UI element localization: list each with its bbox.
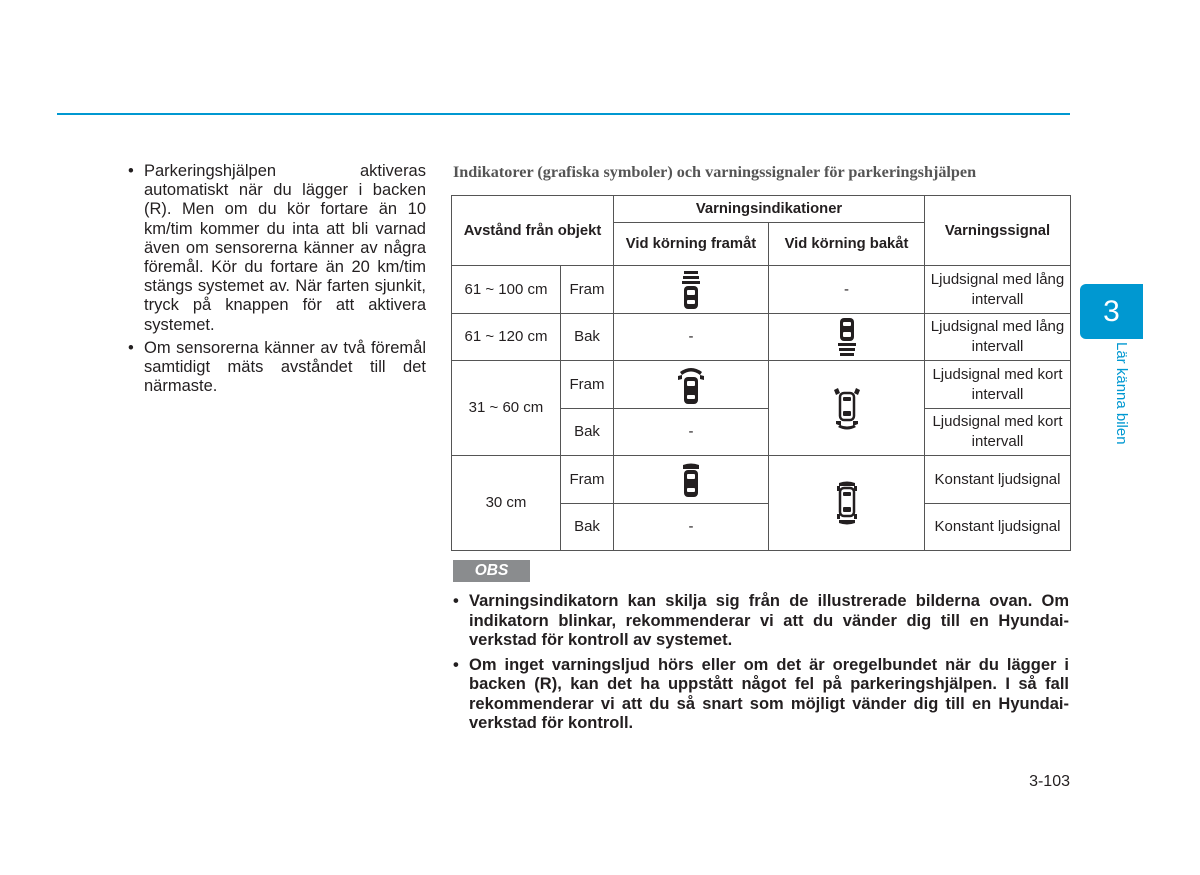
direction-cell: Fram (561, 266, 614, 314)
header-reverse: Vid körning bakåt (769, 223, 925, 266)
car-all-close-warning-icon (835, 480, 859, 526)
forward-cell: - (614, 409, 769, 456)
forward-cell (614, 456, 769, 504)
reverse-cell: - (769, 266, 925, 314)
table-row (452, 456, 1071, 504)
signal-cell: Ljudsignal med kort intervall (925, 361, 1071, 409)
header-signal: Varningssignal (925, 196, 1071, 266)
page-number: 3-103 (1029, 773, 1070, 790)
forward-cell: - (614, 504, 769, 551)
list-item (453, 592, 1069, 651)
bullet-icon: • (453, 655, 459, 674)
forward-cell (614, 266, 769, 314)
note-text: Varningsindikatorn kan skilja sig från de illustrerade bilderna ovan. Om indikatorn blinkar, rekommenderar vi att du vänder dig till en Hyundai-verkstad för kontroll av systemet. (469, 592, 1069, 649)
bullet-text: Parkeringshjälpen aktiveras automatiskt när du lägger i backen (R). Men om du kör fortare än 10 km/tim kommer du inta att bli varnad även om sensorerna känner av några föremål. Kör du fortare än 20 km/tim stängs systemet av. När farten sjunkit, tryck på knappen för att aktivera systemet. (144, 162, 426, 334)
car-front-warning-icon (681, 270, 701, 310)
car-front-close-warning-icon (679, 462, 703, 498)
indicator-table (451, 195, 1071, 551)
table-row (452, 266, 1071, 314)
distance-cell: 61 ~ 100 cm (452, 266, 561, 314)
list-item (453, 656, 1069, 734)
header-rule (57, 113, 1070, 115)
forward-cell: - (614, 314, 769, 361)
chapter-tab: 3 (1080, 284, 1143, 339)
car-rear-corners-warning-icon (832, 385, 862, 431)
bullet-icon: • (453, 592, 459, 610)
direction-cell: Bak (561, 504, 614, 551)
direction-cell: Bak (561, 409, 614, 456)
distance-cell: 61 ~ 120 cm (452, 314, 561, 361)
list-item (126, 339, 426, 397)
car-rear-warning-icon (837, 317, 857, 357)
direction-cell: Bak (561, 314, 614, 361)
obs-label: OBS (453, 560, 530, 582)
header-forward: Vid körning framåt (614, 223, 769, 266)
bullet-icon: • (128, 162, 134, 180)
bullet-text: Om sensorerna känner av två föremål samtidigt mäts avståndet till det närmaste. (144, 338, 426, 396)
reverse-cell (769, 361, 925, 456)
header-indications: Varningsindikationer (614, 196, 925, 223)
table-heading: Indikatorer (grafiska symboler) och varningssignaler för parkeringshjälpen (453, 163, 977, 181)
table-row (452, 361, 1071, 409)
signal-cell: Ljudsignal med lång intervall (925, 266, 1071, 314)
note-text: Om inget varningsljud hörs eller om det är oregelbundet när du lägger i backen (R), kan det ha uppstått något fel på parkeringshjälpen. I så fall rekommenderar vi att du så snart som möjligt vänder dig till en Hyundai-verkstad för kontroll. (469, 655, 1069, 732)
list-item (126, 162, 426, 335)
left-column-text (126, 162, 426, 400)
signal-cell: Konstant ljudsignal (925, 504, 1071, 551)
obs-notes (453, 592, 1069, 739)
signal-cell: Konstant ljudsignal (925, 456, 1071, 504)
distance-cell: 31 ~ 60 cm (452, 361, 561, 456)
reverse-cell (769, 456, 925, 551)
car-front-corners-warning-icon (677, 365, 705, 405)
reverse-cell (769, 314, 925, 361)
distance-cell: 30 cm (452, 456, 561, 551)
direction-cell: Fram (561, 456, 614, 504)
forward-cell (614, 361, 769, 409)
direction-cell: Fram (561, 361, 614, 409)
signal-cell: Ljudsignal med lång intervall (925, 314, 1071, 361)
signal-cell: Ljudsignal med kort intervall (925, 409, 1071, 456)
bullet-icon: • (128, 338, 134, 357)
table-row (452, 314, 1071, 361)
header-distance: Avstånd från objekt (452, 196, 614, 266)
chapter-title: Lär känna bilen (1113, 342, 1130, 445)
